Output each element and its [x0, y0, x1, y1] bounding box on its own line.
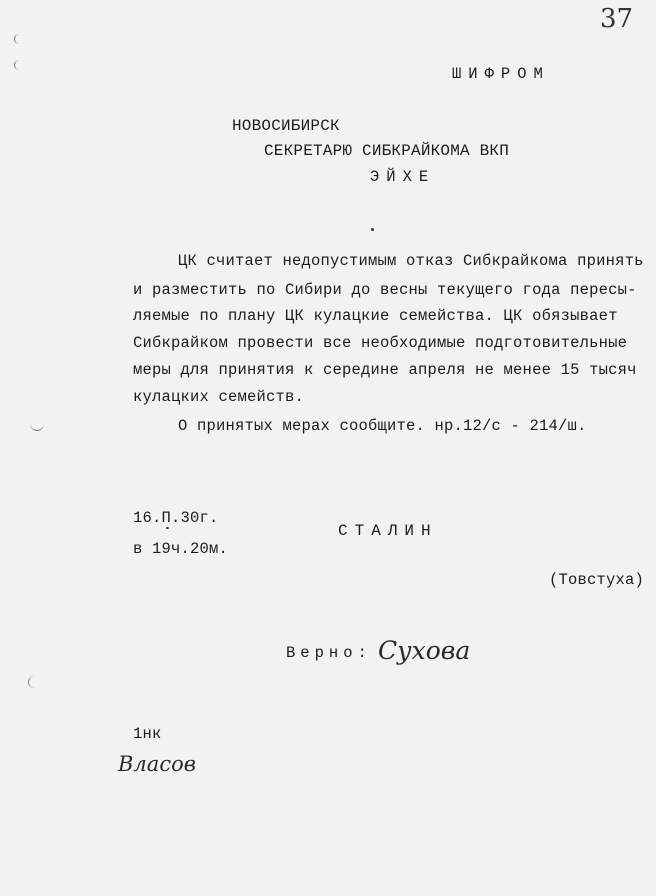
punch-mark [30, 416, 44, 431]
punch-mark [14, 34, 25, 44]
document-date: 16.П.30г. [133, 509, 219, 527]
secretary-name: (Товстуха) [549, 571, 645, 589]
recipient-name: ЭЙХЕ [370, 168, 436, 186]
page-number: 37 [600, 4, 634, 34]
punch-mark [28, 676, 41, 688]
body-line-4: Сибкрайком провести все необходимые подготовительные [133, 334, 628, 352]
handwritten-initials: Власов [118, 752, 196, 776]
ink-speck [166, 527, 169, 529]
body-closing: О принятых мерах сообщите. нр.12/с - 214/ш. [178, 417, 587, 435]
punch-mark [14, 60, 25, 70]
recipient-line: СЕКРЕТАРЮ СИБКРАЙКОМА ВКП [264, 142, 510, 160]
verified-label: Верно: [286, 644, 372, 662]
ink-speck [371, 228, 374, 231]
body-line-2: и разместить по Сибири до весны текущего года пересы- [133, 281, 637, 299]
cipher-label: ШИФРОМ [452, 65, 550, 83]
body-line-3: ляемые по плану ЦК кулацкие семейства. ЦК обязывает [133, 307, 618, 325]
body-line-5: меры для принятия к середине апреля не менее 15 тысяч [133, 361, 637, 379]
verified-signature: Сухова [378, 636, 471, 665]
body-line-6: кулацких семейств. [133, 388, 305, 406]
city-line: НОВОСИБИРСК [232, 117, 340, 135]
document-time: в 19ч.20м. [133, 540, 229, 558]
body-line-1: ЦК считает недопустимым отказ Сибкрайкома принять [178, 252, 644, 270]
copies-note: 1нк [133, 725, 162, 743]
signature-name: СТАЛИН [338, 522, 438, 540]
